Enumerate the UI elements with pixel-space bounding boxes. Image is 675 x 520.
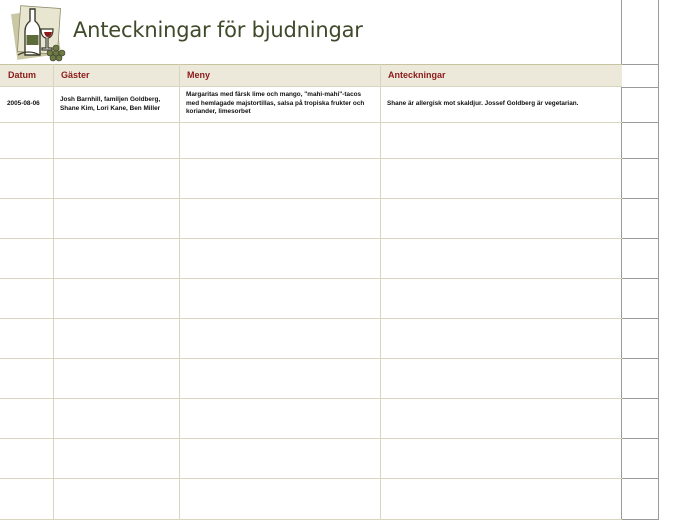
column-header-gaster: Gäster bbox=[61, 70, 90, 80]
row-divider bbox=[0, 478, 622, 479]
row-divider bbox=[0, 198, 622, 199]
right-strip-divider bbox=[621, 122, 659, 123]
cell-gaster: Josh Barnhill, familjen Goldberg, Shane Kim, Lori Kane, Ben Miller bbox=[60, 96, 161, 112]
cell-datum: 2005-08-06 bbox=[7, 100, 40, 107]
right-strip-divider bbox=[621, 358, 659, 359]
table-header-row bbox=[0, 64, 622, 87]
column-divider bbox=[179, 64, 180, 520]
cell-meny: Margaritas med färsk lime och mango, "mahi-mahi"-tacos med hemlagade majstortillas, salsa på tropiska frukter och koriander, limesorbet bbox=[186, 91, 365, 116]
row-divider bbox=[0, 358, 622, 359]
column-header-meny: Meny bbox=[187, 70, 211, 80]
row-divider bbox=[0, 278, 622, 279]
row-divider bbox=[0, 86, 622, 87]
column-divider bbox=[53, 64, 54, 520]
right-strip-divider bbox=[621, 238, 659, 239]
row-divider bbox=[0, 158, 622, 159]
right-strip-divider bbox=[621, 438, 659, 439]
column-header-datum: Datum bbox=[8, 70, 37, 80]
right-strip-divider bbox=[621, 158, 659, 159]
right-strip-divider bbox=[621, 198, 659, 199]
wine-bottle-grapes-icon bbox=[10, 3, 70, 63]
cell-anteckningar: Shane är allergisk mot skaldjur. Jossef Goldberg är vegetarian. bbox=[387, 100, 579, 107]
right-strip-divider bbox=[621, 87, 659, 88]
column-divider bbox=[380, 64, 381, 520]
right-strip-divider bbox=[621, 478, 659, 479]
right-strip-border-outer bbox=[658, 0, 659, 520]
page-title: Anteckningar för bjudningar bbox=[73, 18, 363, 42]
right-strip-divider bbox=[621, 398, 659, 399]
right-strip-divider bbox=[621, 278, 659, 279]
row-divider bbox=[0, 398, 622, 399]
right-strip-divider bbox=[621, 64, 659, 65]
right-strip-divider bbox=[621, 318, 659, 319]
column-header-anteckningar: Anteckningar bbox=[388, 70, 446, 80]
row-divider bbox=[0, 318, 622, 319]
row-divider bbox=[0, 122, 622, 123]
row-divider bbox=[0, 438, 622, 439]
row-divider bbox=[0, 238, 622, 239]
